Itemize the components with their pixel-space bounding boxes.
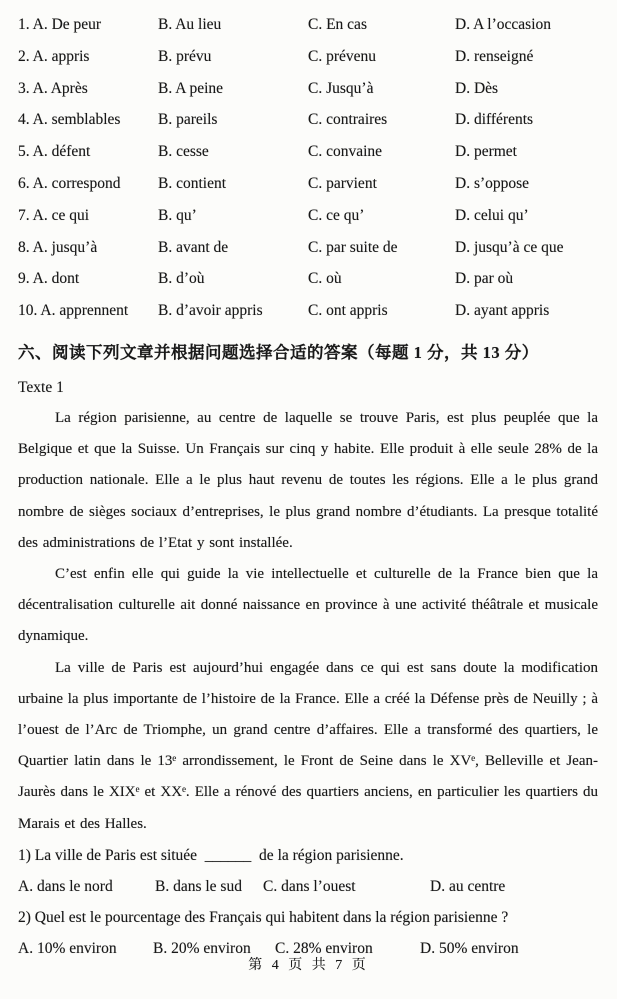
option-5d: D. permet (455, 143, 517, 161)
mcq-row-8 (18, 239, 598, 271)
option-4c: C. contraires (308, 111, 388, 129)
option-10a: 10. A. apprennent (18, 302, 129, 320)
option-3b: B. A peine (158, 79, 224, 97)
option-9b: B. d’où (158, 270, 205, 288)
question-1-option-a: A. dans le nord (18, 878, 113, 896)
question-1-text: 1) La ville de Paris est située ______ de la région parisienne. (18, 846, 404, 864)
option-6b: B. contient (158, 174, 227, 192)
mcq-row-10 (18, 302, 598, 334)
option-9c: C. où (308, 270, 342, 288)
question-2-option-b: B. 20% environ (153, 940, 251, 958)
option-1b: B. Au lieu (158, 16, 222, 33)
mcq-row-7 (18, 207, 598, 239)
option-6d: D. s’oppose (455, 174, 530, 192)
question-2-text: 2) Quel est le pourcentage des Français qui habitent dans la région parisienne ? (18, 909, 509, 927)
option-8c: C. par suite de (308, 238, 398, 256)
option-3d: D. Dès (455, 79, 499, 97)
option-6c: C. parvient (308, 174, 377, 192)
passage-paragraph-3: La ville de Paris est aujourd’hui engagée dans ce qui est sans doute la modification urbaine la plus importante de l’histoire de la France. Elle a créé la Défense près de Neuilly ; à l’ouest de l’Arc de Triomphe, un grand centre d’affaires. Elle a transformé des quartiers, le Quartier latin dans le 13ᵉ arrondissement, le Front de Seine dans le XVᵉ, Belleville et Jean-Jaurès dans le XIXᵉ et XXᵉ. Elle a rénové des quartiers anciens, en particulier les quartiers du Marais et des Halles. (18, 659, 598, 832)
option-5c: C. convaine (308, 143, 383, 161)
question-2-option-d: D. 50% environ (420, 940, 519, 958)
option-5a: 5. A. défent (18, 143, 91, 161)
option-2c: C. prévenu (308, 47, 377, 65)
question-2-option-a: A. 10% environ (18, 940, 117, 958)
mcq-row-9 (18, 270, 598, 302)
option-10d: D. ayant appris (455, 302, 550, 320)
question-1-option-b: B. dans le sud (155, 878, 242, 896)
option-9d: D. par où (455, 270, 514, 288)
question-2-option-c: C. 28% environ (275, 940, 373, 958)
question-1-options (18, 871, 598, 902)
option-7d: D. celui qu’ (455, 206, 529, 224)
option-8b: B. avant de (158, 238, 229, 256)
question-1-option-c: C. dans l’ouest (263, 878, 356, 896)
passage-paragraph-1: La région parisienne, au centre de laquelle se trouve Paris, est plus peuplée que la Belgique et que la Suisse. Un Français sur cinq y habite. Elle produit à elle seule 28% de la production nationale. Elle a le plus haut revenu de toutes les régions. Elle a le plus grand nombre de sièges sociaux d’entreprises, le plus grand nombre d’étudiants. La presque totalité des administrations de l’Etat y sont installée. (18, 409, 598, 551)
mcq-options-grid (18, 16, 598, 334)
mcq-row-4 (18, 111, 598, 143)
mcq-row-3 (18, 80, 598, 112)
option-6a: 6. A. correspond (18, 174, 121, 192)
page-number-footer: 第 4 页 共 7 页 (248, 958, 369, 973)
option-2d: D. renseigné (455, 47, 534, 65)
option-5b: B. cesse (158, 143, 209, 161)
question-1-option-d: D. au centre (430, 878, 506, 896)
section-heading: 六、阅读下列文章并根据问题选择合适的答案（每题 1 分，共 13 分） (18, 342, 539, 362)
passage-paragraph-2: C’est enfin elle qui guide la vie intellectuelle et culturelle de la France bien que la décentralisation culturelle ait donné naissance en province à une activité théâtrale et musicale dynamique. (18, 565, 598, 645)
option-1c: C. En cas (308, 16, 367, 33)
option-3a: 3. A. Après (18, 79, 88, 97)
mcq-row-2 (18, 48, 598, 80)
mcq-row-1 (18, 16, 598, 48)
mcq-row-5 (18, 143, 598, 175)
option-4d: D. différents (455, 111, 534, 129)
option-7b: B. qu’ (158, 206, 197, 224)
option-4b: B. pareils (158, 111, 218, 129)
reading-passage (18, 403, 598, 840)
option-10b: B. d’avoir appris (158, 302, 263, 320)
texte-label: Texte 1 (18, 378, 64, 396)
option-1d: D. A l’occasion (455, 16, 551, 33)
option-7a: 7. A. ce qui (18, 206, 90, 224)
option-10c: C. ont appris (308, 302, 388, 320)
option-9a: 9. A. dont (18, 270, 80, 288)
option-8d: D. jusqu’à ce que (455, 238, 564, 256)
option-2a: 2. A. appris (18, 47, 90, 65)
option-4a: 4. A. semblables (18, 111, 121, 129)
option-2b: B. prévu (158, 47, 212, 65)
option-3c: C. Jusqu’à (308, 79, 374, 97)
mcq-row-6 (18, 175, 598, 207)
option-7c: C. ce qu’ (308, 206, 365, 224)
option-8a: 8. A. jusqu’à (18, 238, 98, 256)
option-1a: 1. A. De peur (18, 16, 102, 33)
